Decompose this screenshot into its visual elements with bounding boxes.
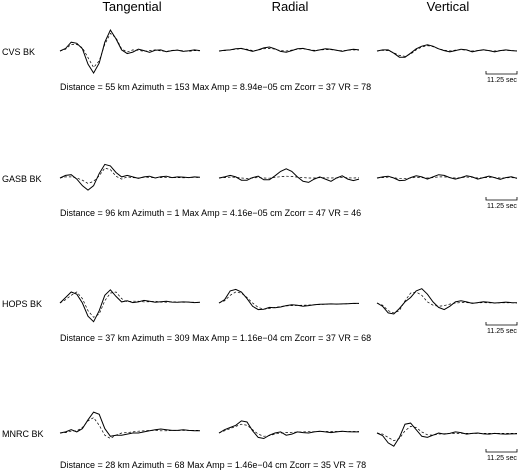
column-title-radial: Radial — [271, 0, 309, 14]
station-row — [2, 30, 517, 92]
station-label: CVS BK — [2, 47, 36, 57]
time-scale-label: 11.25 sec — [487, 77, 517, 84]
station-rows — [2, 30, 517, 470]
radial-observed-trace — [219, 169, 359, 183]
radial-observed-trace — [219, 47, 359, 52]
radial-observed-trace — [219, 289, 359, 309]
station-row — [2, 289, 517, 343]
time-scale-bar — [486, 197, 517, 200]
vertical-observed-trace — [377, 289, 517, 314]
station-row — [2, 164, 517, 218]
station-row — [2, 412, 517, 470]
station-label: MNRC BK — [2, 429, 44, 439]
station-caption: Distance = 28 km Azimuth = 68 Max Amp = 1.46e−04 cm Zcorr = 35 VR = 78 — [60, 460, 367, 470]
station-caption: Distance = 37 km Azimuth = 309 Max Amp = 1.16e−04 cm Zcorr = 37 VR = 68 — [60, 333, 372, 343]
time-scale-bar — [486, 449, 517, 452]
tangential-observed-trace — [60, 412, 200, 436]
column-title-tangential: Tangential — [102, 0, 162, 14]
station-label: GASB BK — [2, 174, 42, 184]
station-caption: Distance = 55 km Azimuth = 153 Max Amp = 8.94e−05 cm Zcorr = 37 VR = 78 — [60, 82, 372, 92]
time-scale-label: 11.25 sec — [487, 328, 517, 335]
station-label: HOPS BK — [2, 299, 43, 309]
time-scale-label: 11.25 sec — [487, 203, 517, 210]
time-scale-label: 11.25 sec — [487, 455, 517, 462]
station-caption: Distance = 96 km Azimuth = 1 Max Amp = 4.16e−05 cm Zcorr = 47 VR = 46 — [60, 208, 362, 218]
radial-synthetic-trace — [219, 292, 359, 309]
radial-observed-trace — [219, 421, 359, 439]
column-title-vertical: Vertical — [426, 0, 470, 14]
tangential-synthetic-trace — [60, 418, 200, 439]
vertical-observed-trace — [377, 423, 517, 446]
tangential-synthetic-trace — [60, 292, 200, 317]
time-scale-bar — [486, 322, 517, 325]
tangential-observed-trace — [60, 30, 200, 73]
tangential-observed-trace — [60, 290, 200, 322]
vertical-observed-trace — [377, 175, 517, 181]
time-scale-bar — [486, 71, 517, 74]
